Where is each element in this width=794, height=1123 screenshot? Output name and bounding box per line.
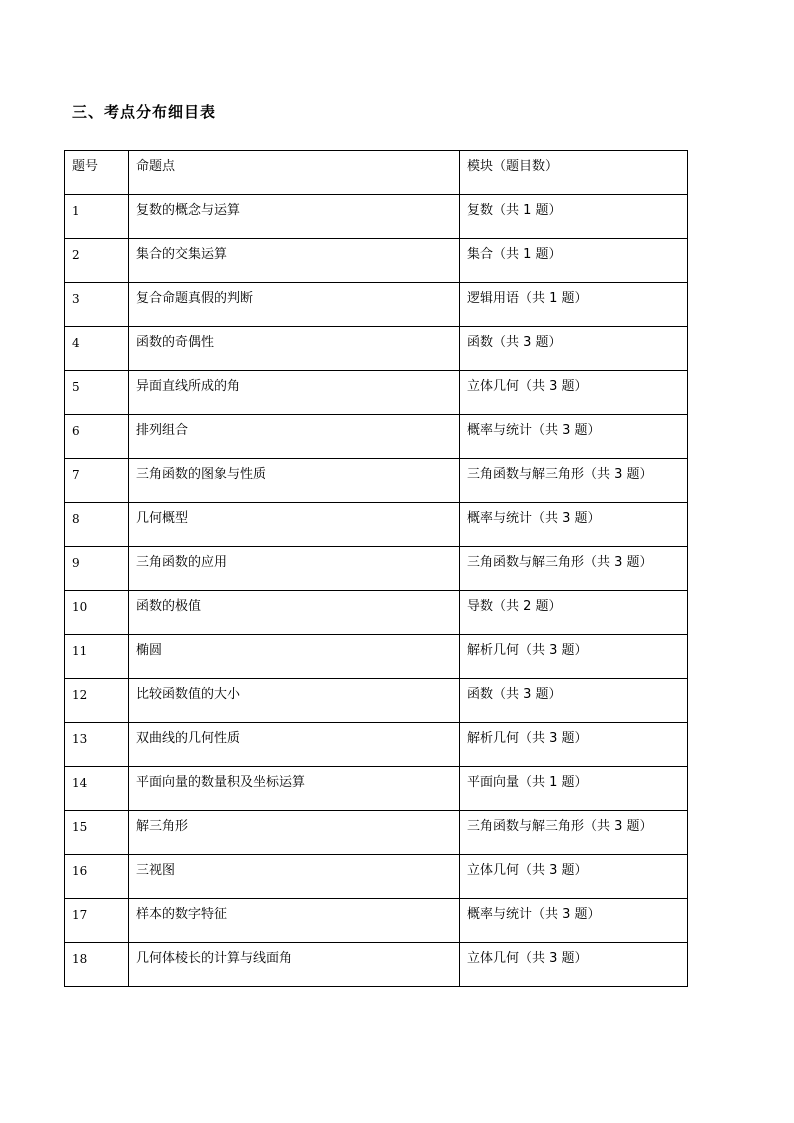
cell-point: 几何体棱长的计算与线面角 (129, 943, 460, 987)
table-body (65, 151, 688, 987)
cell-number: 15 (65, 811, 129, 855)
cell-module: 集合（共 1 题） (460, 239, 688, 283)
cell-number: 9 (65, 547, 129, 591)
cell-module: 平面向量（共 1 题） (460, 767, 688, 811)
cell-number: 7 (65, 459, 129, 503)
cell-number: 3 (65, 283, 129, 327)
table-row (65, 591, 688, 635)
table-row (65, 679, 688, 723)
table-row (65, 415, 688, 459)
table-header-row (65, 151, 688, 195)
cell-module: 逻辑用语（共 1 题） (460, 283, 688, 327)
cell-point: 平面向量的数量积及坐标运算 (129, 767, 460, 811)
cell-module: 立体几何（共 3 题） (460, 855, 688, 899)
table-row (65, 723, 688, 767)
cell-point: 三角函数的图象与性质 (129, 459, 460, 503)
cell-module: 解析几何（共 3 题） (460, 635, 688, 679)
cell-point: 三角函数的应用 (129, 547, 460, 591)
table-row (65, 635, 688, 679)
cell-number: 2 (65, 239, 129, 283)
table-row (65, 371, 688, 415)
cell-point: 双曲线的几何性质 (129, 723, 460, 767)
cell-point: 椭圆 (129, 635, 460, 679)
cell-module: 函数（共 3 题） (460, 327, 688, 371)
table-row (65, 239, 688, 283)
table-row (65, 327, 688, 371)
cell-number: 1 (65, 195, 129, 239)
cell-point: 排列组合 (129, 415, 460, 459)
cell-module: 三角函数与解三角形（共 3 题） (460, 547, 688, 591)
cell-point: 解三角形 (129, 811, 460, 855)
table-row (65, 283, 688, 327)
cell-point: 比较函数值的大小 (129, 679, 460, 723)
cell-point: 复合命题真假的判断 (129, 283, 460, 327)
cell-number: 11 (65, 635, 129, 679)
cell-number: 14 (65, 767, 129, 811)
cell-number: 17 (65, 899, 129, 943)
cell-module: 立体几何（共 3 题） (460, 371, 688, 415)
header-cell-point: 命题点 (129, 151, 460, 195)
cell-number: 5 (65, 371, 129, 415)
cell-module: 概率与统计（共 3 题） (460, 899, 688, 943)
table-row (65, 195, 688, 239)
cell-point: 样本的数字特征 (129, 899, 460, 943)
section-title: 三、考点分布细目表 (72, 103, 217, 121)
cell-number: 18 (65, 943, 129, 987)
table-row (65, 547, 688, 591)
cell-point: 三视图 (129, 855, 460, 899)
cell-module: 立体几何（共 3 题） (460, 943, 688, 987)
cell-module: 解析几何（共 3 题） (460, 723, 688, 767)
cell-module: 导数（共 2 题） (460, 591, 688, 635)
table-row (65, 899, 688, 943)
cell-point: 异面直线所成的角 (129, 371, 460, 415)
cell-number: 12 (65, 679, 129, 723)
exam-point-table (64, 150, 688, 987)
cell-number: 8 (65, 503, 129, 547)
cell-module: 三角函数与解三角形（共 3 题） (460, 459, 688, 503)
cell-module: 复数（共 1 题） (460, 195, 688, 239)
cell-number: 16 (65, 855, 129, 899)
cell-point: 复数的概念与运算 (129, 195, 460, 239)
cell-module: 三角函数与解三角形（共 3 题） (460, 811, 688, 855)
table-row (65, 503, 688, 547)
table-row (65, 459, 688, 503)
table-row (65, 855, 688, 899)
cell-module: 概率与统计（共 3 题） (460, 415, 688, 459)
cell-point: 函数的奇偶性 (129, 327, 460, 371)
cell-number: 10 (65, 591, 129, 635)
cell-number: 13 (65, 723, 129, 767)
cell-module: 概率与统计（共 3 题） (460, 503, 688, 547)
table-row (65, 767, 688, 811)
cell-point: 函数的极值 (129, 591, 460, 635)
cell-number: 6 (65, 415, 129, 459)
cell-number: 4 (65, 327, 129, 371)
table-row (65, 943, 688, 987)
table-row (65, 811, 688, 855)
header-cell-number: 题号 (65, 151, 129, 195)
cell-point: 集合的交集运算 (129, 239, 460, 283)
cell-point: 几何概型 (129, 503, 460, 547)
cell-module: 函数（共 3 题） (460, 679, 688, 723)
header-cell-module: 模块（题目数） (460, 151, 688, 195)
